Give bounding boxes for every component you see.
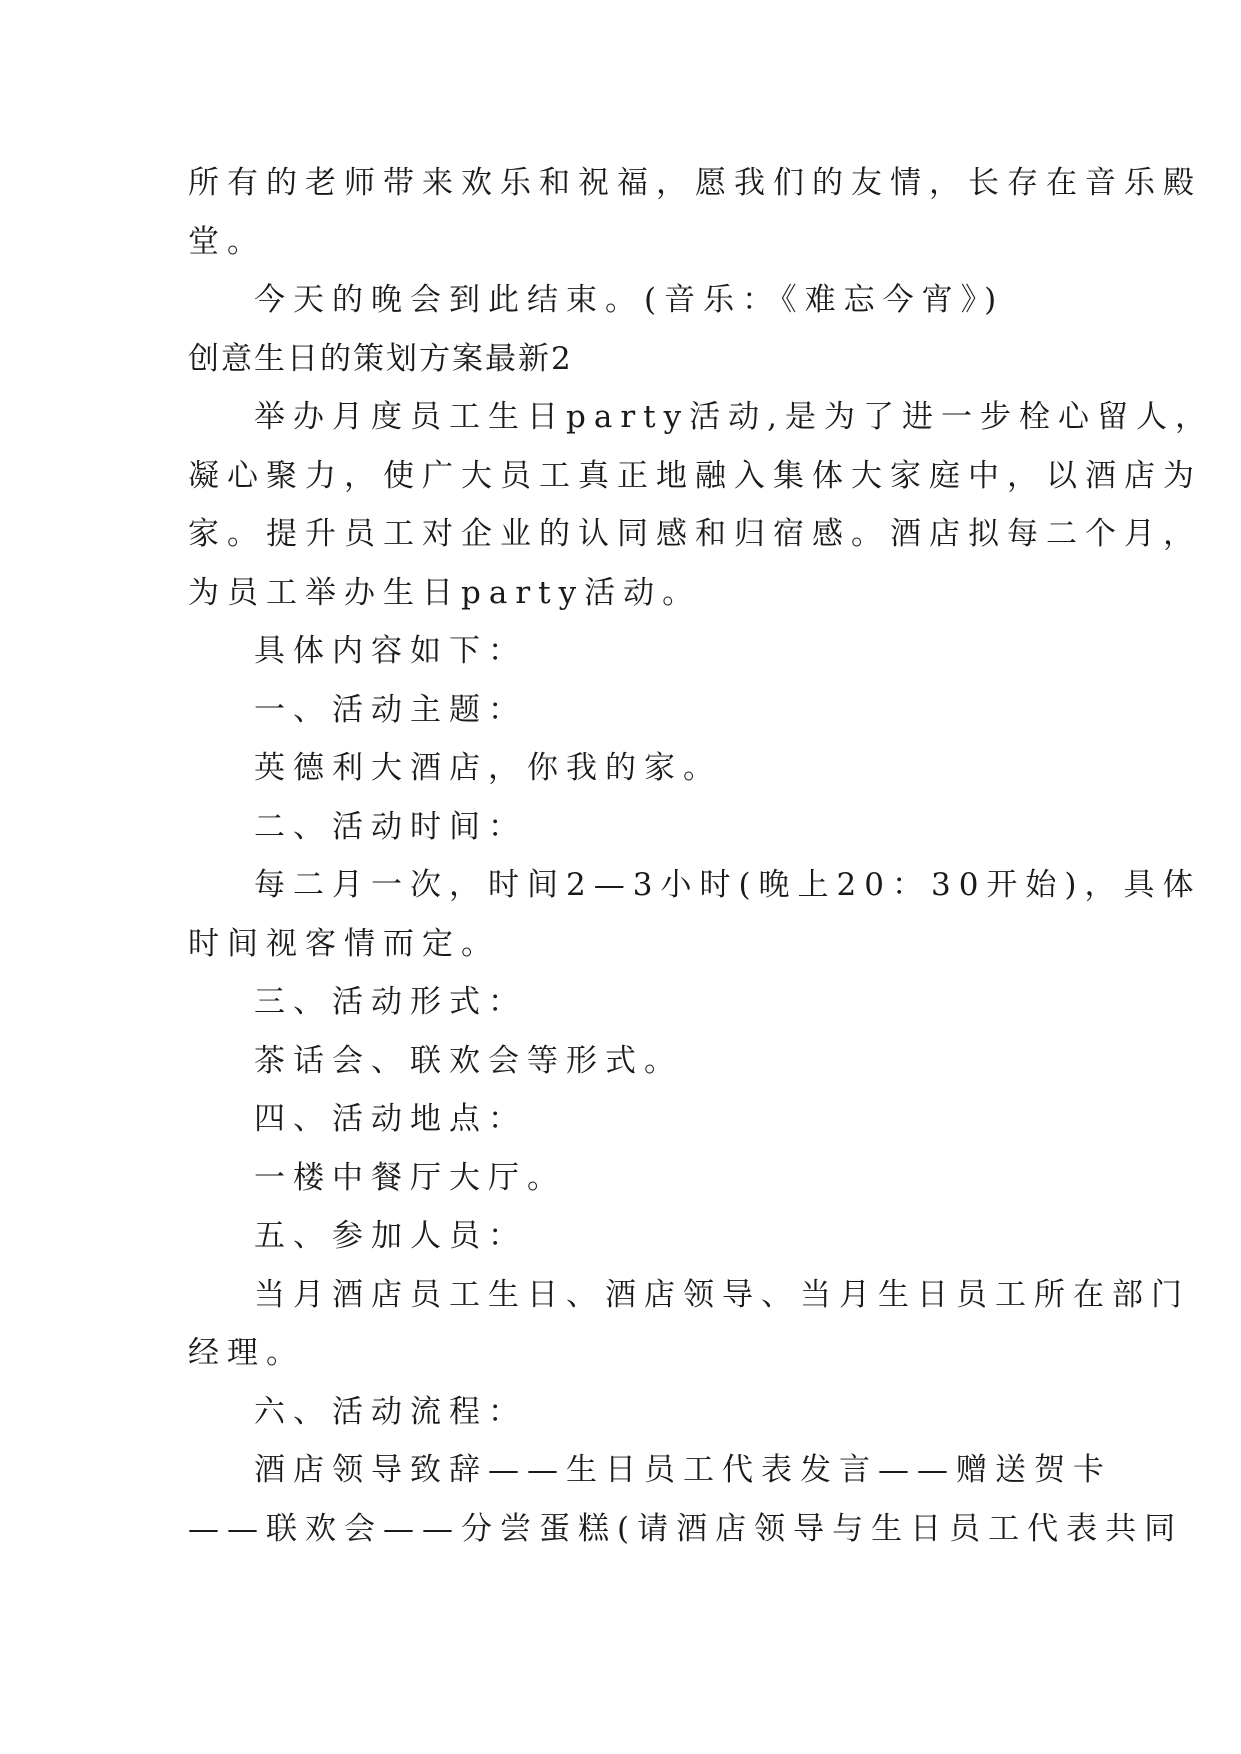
text-line: 所有的老师带来欢乐和祝福，愿我们的友情，长存在音乐殿 <box>188 165 1202 201</box>
text-line: 举办月度员工生日party活动,是为了进一步栓心留人， <box>254 399 1214 435</box>
text-line: 堂。 <box>188 224 266 260</box>
text-line: 家。提升员工对企业的认同感和归宿感。酒店拟每二个月， <box>188 516 1202 552</box>
text-line: 为员工举办生日party活动。 <box>188 575 702 611</box>
text-line: 六、活动流程： <box>254 1394 527 1430</box>
text-line: 三、活动形式： <box>254 984 527 1020</box>
text-line: 五、参加人员： <box>254 1218 527 1254</box>
text-line: 一楼中餐厅大厅。 <box>254 1160 566 1196</box>
text-line: 茶话会、联欢会等形式。 <box>254 1043 683 1079</box>
text-line: 当月酒店员工生日、酒店领导、当月生日员工所在部门 <box>254 1277 1190 1313</box>
text-line: 具体内容如下： <box>254 633 527 669</box>
text-line: 一、活动主题： <box>254 692 527 728</box>
text-line: 今天的晚会到此结束。(音乐：《难忘今宵》) <box>254 282 1005 318</box>
text-line: 二、活动时间： <box>254 809 527 845</box>
text-line: 经理。 <box>188 1335 305 1371</box>
text-line: ——联欢会——分尝蛋糕(请酒店领导与生日员工代表共同 <box>188 1511 1184 1547</box>
text-line: 每二月一次，时间2—3小时(晚上20：30开始)，具体 <box>254 867 1202 903</box>
text-line: 凝心聚力，使广大员工真正地融入集体大家庭中，以酒店为 <box>188 458 1202 494</box>
text-line: 四、活动地点： <box>254 1101 527 1137</box>
text-line: 酒店领导致辞——生日员工代表发言——赠送贺卡 <box>254 1452 1112 1488</box>
text-line: 英德利大酒店，你我的家。 <box>254 750 722 786</box>
text-line: 时间视客情而定。 <box>188 926 500 962</box>
section-heading: 创意生日的策划方案最新2 <box>188 341 573 377</box>
